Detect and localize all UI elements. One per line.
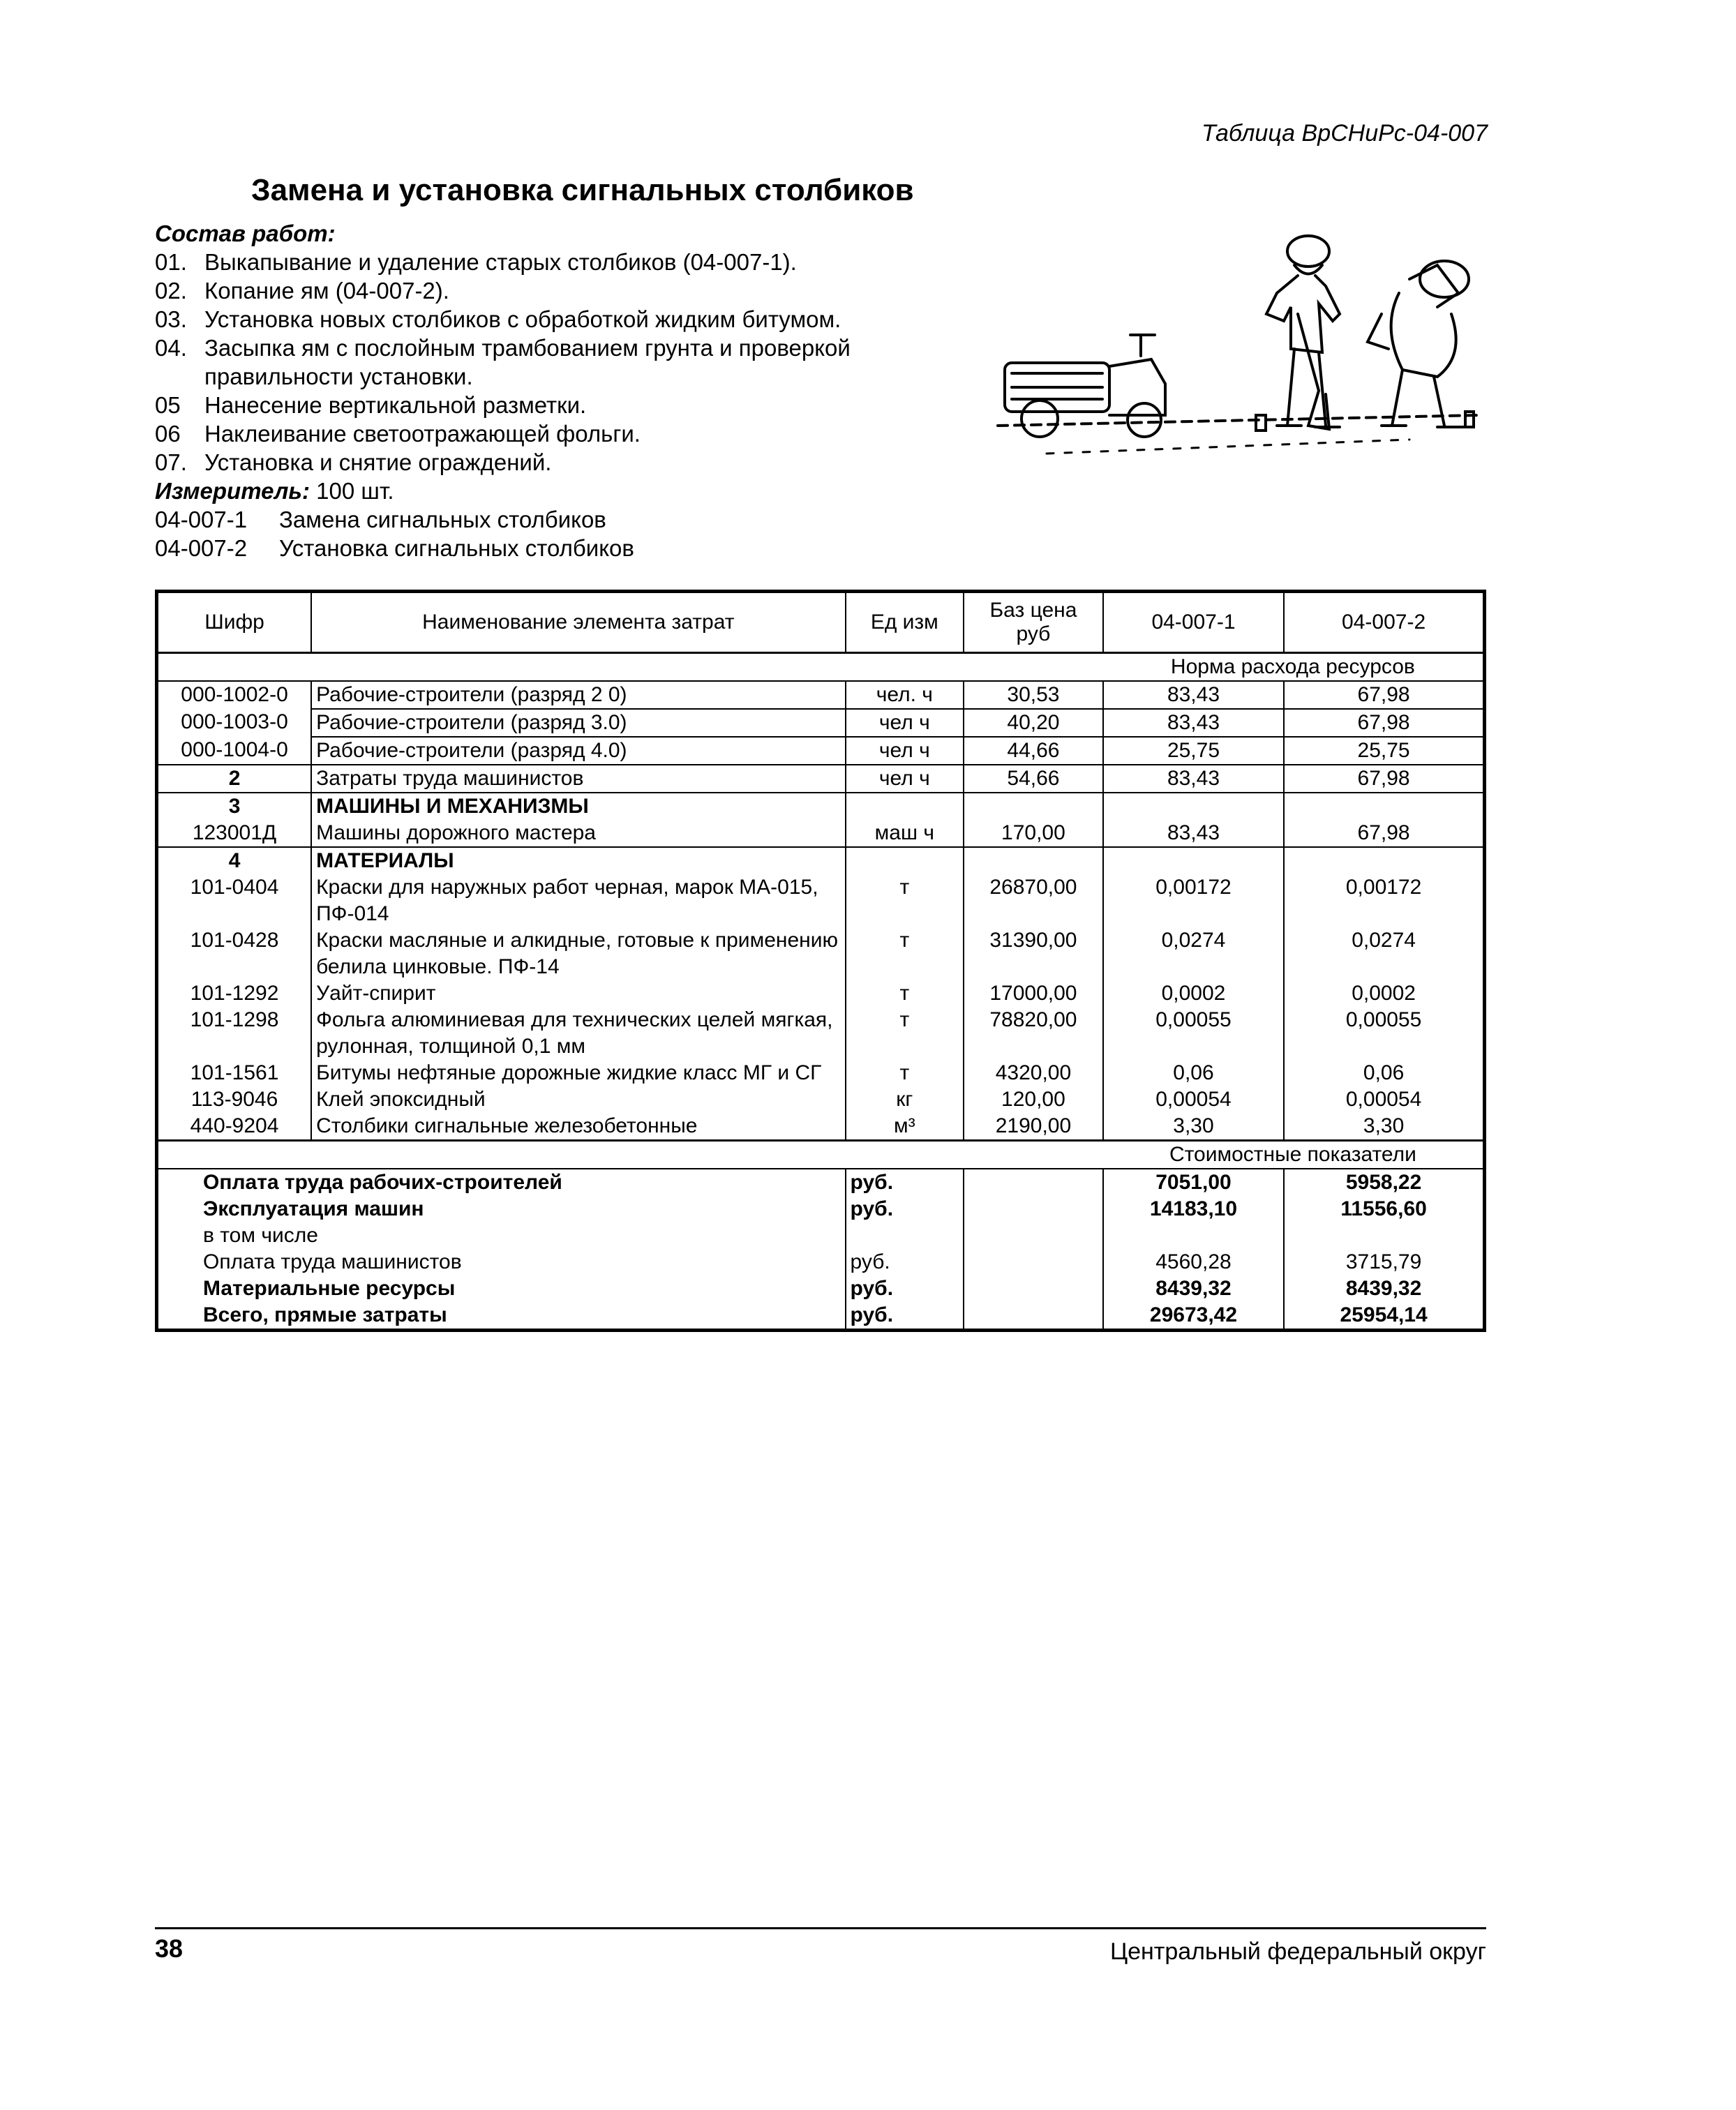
cell-v1: 0,00172	[1103, 874, 1284, 927]
col-header-code: Шифр	[157, 592, 312, 653]
cell-v2: 67,98	[1284, 820, 1484, 847]
cell-unit: т	[846, 1060, 964, 1086]
code-line	[155, 505, 992, 534]
cell-price: 4320,00	[964, 1060, 1103, 1086]
table-header-row	[157, 592, 1485, 653]
cell-code: 440-9204	[157, 1113, 312, 1141]
work-item	[155, 334, 936, 391]
cell-v1: 0,00055	[1103, 1007, 1284, 1060]
work-text: Наклеивание светоотражающей фольги.	[204, 421, 641, 447]
code: 04-007-1	[155, 507, 248, 532]
cost-v1: 29673,42	[1103, 1302, 1284, 1331]
cost-unit: руб.	[846, 1196, 964, 1222]
cell-code: 101-0404	[190, 876, 279, 899]
cell-v1: 83,43	[1103, 681, 1284, 709]
workers-illustration	[991, 216, 1493, 474]
cell-code: 3	[228, 795, 241, 818]
cell-name: Рабочие-строители (разряд 3.0)	[311, 709, 845, 737]
cost-row	[157, 1302, 1485, 1331]
cost-unit	[846, 1222, 964, 1249]
code-text: Замена сигнальных столбиков	[279, 507, 606, 532]
measure-value: 100 шт.	[310, 478, 394, 504]
cost-v1	[1103, 1222, 1284, 1249]
cell-code: 101-1292	[190, 982, 279, 1005]
table-row	[157, 927, 1485, 980]
cell-code: 113-9046	[190, 1088, 278, 1111]
measure-line	[155, 477, 992, 505]
section-header-row	[157, 847, 1485, 874]
cell-unit: м³	[846, 1113, 964, 1141]
work-item	[155, 448, 992, 477]
cell-price: 2190,00	[964, 1113, 1103, 1141]
cost-name: Оплата труда рабочих-строителей	[203, 1171, 562, 1194]
cell-name: Краски масляные и алкидные, готовые к применению белила цинковые. ПФ-14	[311, 927, 845, 980]
cell-unit: маш ч	[846, 820, 964, 847]
cost-name: Оплата труда машинистов	[203, 1250, 462, 1273]
cost-row	[157, 1222, 1485, 1249]
section-title-machines: МАШИНЫ И МЕХАНИЗМЫ	[311, 793, 845, 820]
cost-v2: 3715,79	[1284, 1249, 1484, 1275]
table-row	[157, 765, 1485, 793]
cost-name: Эксплуатация машин	[203, 1197, 424, 1220]
cost-v1: 7051,00	[1103, 1169, 1284, 1196]
cell-v2: 0,0274	[1284, 927, 1484, 980]
cell-v2: 0,00172	[1284, 874, 1484, 927]
cost-v2: 25954,14	[1284, 1302, 1484, 1331]
cost-v1: 14183,10	[1103, 1196, 1284, 1222]
norm-label: Норма расхода ресурсов	[1103, 653, 1485, 682]
table-row	[157, 1007, 1485, 1060]
cell-price: 44,66	[964, 737, 1103, 765]
page-title: Замена и установка сигнальных столбиков	[251, 173, 914, 207]
cost-name: Материальные ресурсы	[203, 1277, 456, 1300]
col-header-v2: 04-007-2	[1284, 592, 1484, 653]
table-row	[157, 681, 1485, 709]
cell-code: 101-1561	[190, 1061, 279, 1084]
cell-code: 2	[157, 765, 312, 793]
cell-v2: 25,75	[1284, 737, 1484, 765]
work-text: Выкапывание и удаление старых столбиков (04-007-1).	[204, 249, 797, 275]
cell-name: Битумы нефтяные дорожные жидкие класс МГ и СГ	[311, 1060, 845, 1086]
cell-price: 26870,00	[964, 874, 1103, 927]
table-row	[157, 709, 1485, 737]
work-item	[155, 276, 992, 305]
work-text: Нанесение вертикальной разметки.	[204, 392, 587, 418]
resource-table	[155, 590, 1486, 1332]
cell-v1: 83,43	[1103, 709, 1284, 737]
cell-unit: чел ч	[846, 737, 964, 765]
code-line	[155, 534, 992, 562]
cost-unit: руб.	[846, 1275, 964, 1302]
cell-name: Фольга алюминиевая для технических целей мягкая, рулонная, толщиной 0,1 мм	[311, 1007, 845, 1060]
col-header-name: Наименование элемента затрат	[311, 592, 845, 653]
cost-v2	[1284, 1222, 1484, 1249]
cell-v2: 0,0002	[1284, 980, 1484, 1007]
cell-name: Рабочие-строители (разряд 4.0)	[311, 737, 845, 765]
cost-unit: руб.	[846, 1302, 964, 1331]
work-item	[155, 305, 992, 334]
work-num: 02.	[155, 278, 187, 304]
cost-row	[157, 1275, 1485, 1302]
table-row	[157, 874, 1485, 927]
norm-label-row	[157, 653, 1485, 682]
cell-code: 4	[228, 849, 241, 872]
cell-price: 120,00	[964, 1086, 1103, 1113]
code: 04-007-2	[155, 535, 248, 561]
cell-unit: чел ч	[846, 765, 964, 793]
cost-unit: руб.	[846, 1169, 964, 1196]
cell-price: 17000,00	[964, 980, 1103, 1007]
work-num: 01.	[155, 249, 187, 275]
cost-label-row	[157, 1141, 1485, 1169]
cell-v2: 67,98	[1284, 765, 1484, 793]
section-header-row	[157, 793, 1485, 820]
work-num: 03.	[155, 306, 187, 332]
cell-name: Рабочие-строители (разряд 2 0)	[311, 681, 845, 709]
cost-unit: руб.	[846, 1249, 964, 1275]
cost-v2: 5958,22	[1284, 1169, 1484, 1196]
cell-v1: 3,30	[1103, 1113, 1284, 1141]
cell-price: 170,00	[964, 820, 1103, 847]
page-number: 38	[155, 1934, 184, 1963]
cell-name: Затраты труда машинистов	[311, 765, 845, 793]
cell-name: Столбики сигнальные железобетонные	[311, 1113, 845, 1141]
cell-price: 31390,00	[964, 927, 1103, 980]
footer-divider	[155, 1927, 1486, 1929]
cell-price: 40,20	[964, 709, 1103, 737]
cost-v2: 8439,32	[1284, 1275, 1484, 1302]
cost-v2: 11556,60	[1284, 1196, 1484, 1222]
cell-code: 123001Д	[157, 820, 312, 847]
cell-code: 000-1002-0	[181, 683, 288, 706]
cost-row	[157, 1169, 1485, 1196]
cost-v1: 8439,32	[1103, 1275, 1284, 1302]
measure-label: Измеритель:	[155, 478, 310, 504]
cell-unit: чел ч	[846, 709, 964, 737]
cell-v2: 0,00055	[1284, 1007, 1484, 1060]
cell-unit: т	[846, 980, 964, 1007]
col-header-price: Баз цена руб	[964, 592, 1103, 653]
cell-unit: т	[846, 874, 964, 927]
cell-v1: 0,0274	[1103, 927, 1284, 980]
cell-v1: 0,00054	[1103, 1086, 1284, 1113]
table-row	[157, 1086, 1485, 1113]
work-composition	[155, 219, 992, 562]
cell-name: Машины дорожного мастера	[311, 820, 845, 847]
table-reference: Таблица ВрСНиРс-04-007	[1201, 120, 1488, 147]
cost-label: Стоимостные показатели	[1103, 1141, 1485, 1169]
cell-code: 101-0428	[190, 929, 279, 952]
composition-label: Состав работ:	[155, 220, 336, 246]
cell-code: 000-1003-0	[181, 710, 288, 733]
work-item	[155, 248, 992, 276]
table-row	[157, 1113, 1485, 1141]
cell-v1: 0,06	[1103, 1060, 1284, 1086]
cell-v1: 83,43	[1103, 820, 1284, 847]
cell-unit: чел. ч	[846, 681, 964, 709]
cell-price: 78820,00	[964, 1007, 1103, 1060]
cell-v1: 83,43	[1103, 765, 1284, 793]
work-num: 05	[155, 392, 181, 418]
work-num: 04.	[155, 335, 187, 361]
cell-code: 000-1004-0	[181, 738, 288, 761]
work-text: Копание ям (04-007-2).	[204, 278, 449, 304]
work-list	[155, 248, 992, 477]
cell-unit: т	[846, 1007, 964, 1060]
work-text: Установка новых столбиков с обработкой жидким битумом.	[204, 306, 841, 332]
cell-code: 101-1298	[190, 1008, 279, 1031]
cell-price: 54,66	[964, 765, 1103, 793]
cell-v2: 0,06	[1284, 1060, 1484, 1086]
col-header-unit: Ед изм	[846, 592, 964, 653]
cell-name: Клей эпоксидный	[311, 1086, 845, 1113]
cost-name: в том числе	[203, 1224, 318, 1247]
cell-price: 30,53	[964, 681, 1103, 709]
cell-name: Уайт-спирит	[311, 980, 845, 1007]
table-row	[157, 820, 1485, 847]
work-num: 07.	[155, 449, 187, 475]
work-text: Засыпка ям с послойным трамбованием грунта и проверкой правильности установки.	[204, 335, 851, 389]
cell-v2: 67,98	[1284, 681, 1484, 709]
cell-v2: 3,30	[1284, 1113, 1484, 1141]
footer-region: Центральный федеральный округ	[1109, 1938, 1486, 1965]
work-num: 06	[155, 421, 181, 447]
cell-unit: т	[846, 927, 964, 980]
work-item	[155, 391, 992, 419]
cost-v1: 4560,28	[1103, 1249, 1284, 1275]
work-text: Установка и снятие ограждений.	[204, 449, 552, 475]
cost-row	[157, 1196, 1485, 1222]
section-title-materials: МАТЕРИАЛЫ	[311, 847, 845, 874]
table-row	[157, 737, 1485, 765]
col-header-v1: 04-007-1	[1103, 592, 1284, 653]
cell-v1: 25,75	[1103, 737, 1284, 765]
work-item	[155, 419, 992, 448]
cell-v2: 67,98	[1284, 709, 1484, 737]
cell-unit: кг	[846, 1086, 964, 1113]
code-text: Установка сигнальных столбиков	[279, 535, 634, 561]
cell-v1: 0,0002	[1103, 980, 1284, 1007]
cell-v2: 0,00054	[1284, 1086, 1484, 1113]
cell-name: Краски для наружных работ черная, марок МА-015, ПФ-014	[311, 874, 845, 927]
table-row	[157, 1060, 1485, 1086]
cost-row	[157, 1249, 1485, 1275]
cost-name: Всего, прямые затраты	[203, 1303, 447, 1326]
table-row	[157, 980, 1485, 1007]
